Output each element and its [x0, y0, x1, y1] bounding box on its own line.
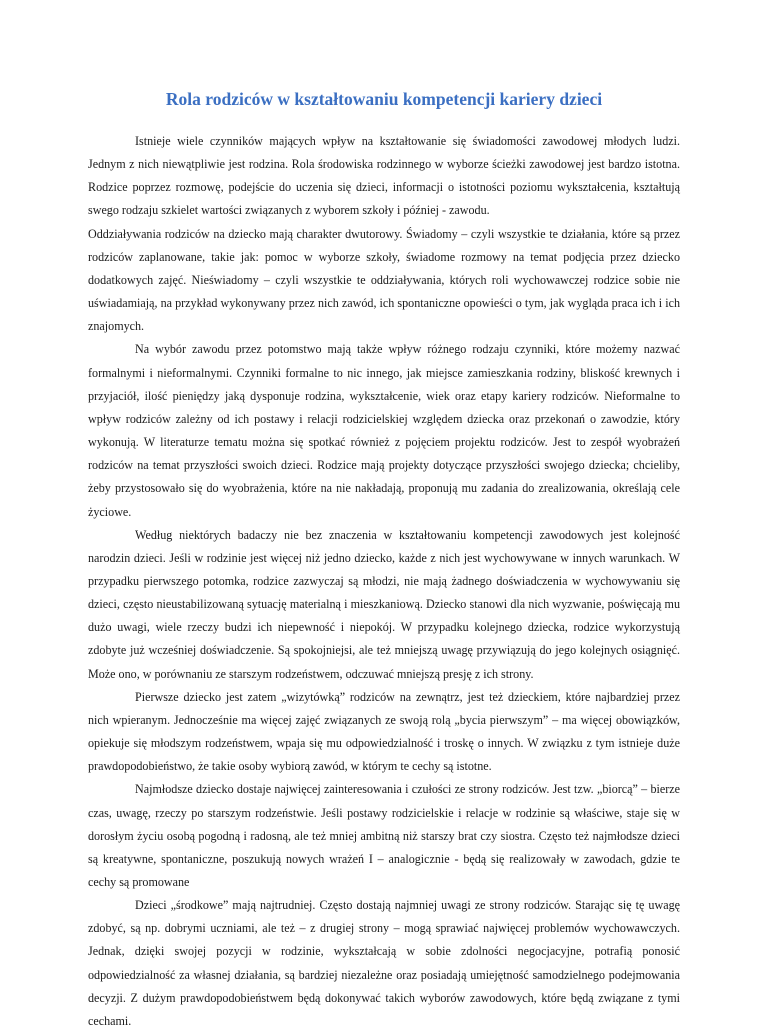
document-page [88, 0, 680, 1033]
document-body [88, 130, 680, 1033]
paragraph-1: Istnieje wiele czynników mających wpływ na kształtowanie się świadomości zawodowej młodych ludzi. Jednym z nich niewątpliwie jest rodzina. Rola środowiska rodzinnego w wyborze ścieżki zawodowej jest bardzo istotna. Rodzice poprzez rozmowę, podejście do uczenia się dzieci, informacji o istotności poziomu wykształcenia, kształtują swego rodzaju szkielet wartości związanych z wyborem szkoły i później - zawodu. [88, 134, 680, 218]
paragraph-5: Pierwsze dziecko jest zatem „wizytówką” rodziców na zewnątrz, jest też dzieckiem, które najbardziej przez nich wpieranym. Jednocześnie ma więcej zajęć związanych ze swoją rolą „bycia pierwszym” – ma więcej obowiązków, opiekuje się młodszym rodzeństwem, wpaja się mu odpowiedzialność i troskę o innych. W związku z tym istnieje duże prawdopodobieństwo, że takie osoby wybiorą zawód, w którym te cechy są istotne. [88, 689, 680, 774]
paragraph-2: Oddziaływania rodziców na dziecko mają charakter dwutorowy. Świadomy – czyli wszystkie te działania, które są przez rodziców zaplanowane, takie jak: pomoc w wyborze szkoły, świadome rozmowy na temat podjęcia przez dziecko dodatkowych zajęć. Nieświadomy – czyli wszystkie te oddziaływania, których roli wychowawczej rodzice sobie nie uświadamiają, na przykład wykonywany przez nich zawód, ich spontaniczne opowieści o tym, jak wygląda praca ich i ich znajomych. [88, 226, 680, 334]
document-title: Rola rodziców w kształtowaniu kompetencji kariery dzieci [165, 89, 603, 109]
paragraph-3: Na wybór zawodu przez potomstwo mają także wpływ różnego rodzaju czynniki, które możemy nazwać formalnymi i nieformalnymi. Czynniki formalne to nic innego, jak miejsce zamieszkania rodziny, bliskość krewnych i przyjaciół, ilość pieniędzy jaką dysponuje rodzina, wykształcenie, wiek oraz etapy kariery rodziców. Nieformalne to wpływ rodziców zależny od ich postawy i relacji rodzicielskiej względem dziecka oraz przekonań o zawodzie, który wykonują. W literaturze tematu można się spotkać również z pojęciem projektu rodziców. Jest to zespół wyobrażeń rodziców na temat przyszłości swoich dzieci. Rodzice mają projekty dotyczące przyszłości swojego dziecka; chcieliby, żeby przystosowało się do wyobrażenia, które na nie nakładają, proponują mu zadania do zrealizowania, określają cele życiowe. [88, 342, 680, 519]
paragraph-7: Dzieci „środkowe” mają najtrudniej. Często dostają najmniej uwagi ze strony rodziców. Starając się tę uwagę zdobyć, są np. dobrymi uczniami, ale też – z drugiej strony – mogą sprawiać najwięcej problemów wychowawczych. Jednak, dzięki swojej pozycji w rodzinie, wykształcają w sobie zdolności negocjacyjne, potrafią ponosić odpowiedzialność za własnej działania, są bardziej niezależne oraz posiadają umiejętność samodzielnego podejmowania decyzji. Z dużym prawdopodobieństwem będą dokonywać takich wyborów zawodowych, które będą związane z tymi cechami. [88, 898, 680, 1028]
paragraph-6: Najmłodsze dziecko dostaje najwięcej zainteresowania i czułości ze strony rodziców. Jest tzw. „biorcą” – bierze czas, uwagę, rzeczy po starszym rodzeństwie. Jeśli postawy rodzicielskie i relacje w rodzinie są właściwe, staje się w dorosłym życiu osobą pogodną i radosną, ale też mniej ambitną niż starszy brat czy siostra. Często też najmłodsze dzieci są kreatywne, spontaniczne, poszukują nowych wrażeń I – analogicznie - będą się realizowały w zawodach, gdzie te cechy są promowane [88, 782, 680, 889]
paragraph-4: Według niektórych badaczy nie bez znaczenia w kształtowaniu kompetencji zawodowych jest kolejność narodzin dzieci. Jeśli w rodzinie jest więcej niż jedno dziecko, każde z nich jest wychowywane w innych warunkach. W przypadku pierwszego potomka, rodzice zazwyczaj są młodzi, nie mają żadnego doświadczenia w wychowywaniu się dzieci, często nieustabilizowaną sytuację materialną i mieszkaniową. Dziecko stanowi dla nich wyzwanie, poświęcają mu dużo uwagi, wiele rzeczy budzi ich niepewność i niepokój. W przypadku kolejnego dziecka, rodzice wykorzystują zdobyte już wcześniej doświadczenie. Są spokojniejsi, ale też mniejszą uwagę przywiązują do jego kolejnych osiągnięć. Może ono, w porównaniu ze starszym rodzeństwem, odczuwać mniejszą presję z ich strony. [88, 527, 680, 681]
